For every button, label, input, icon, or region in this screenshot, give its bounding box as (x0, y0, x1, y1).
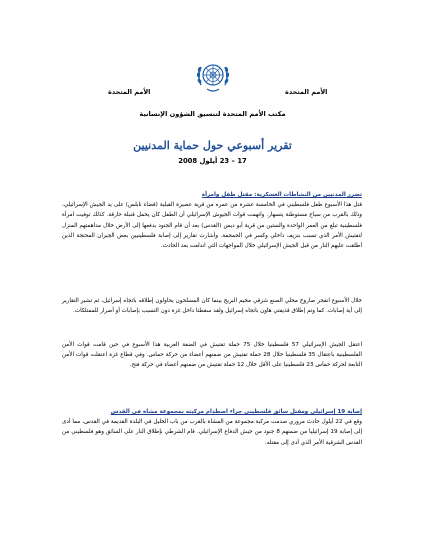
paragraph-2: خلال الأسبوع انفجر صاروخ محلي الصنع شرقي مخيم البريج بينما كان المسلحون يحاولون إطلاقه باتجاه إسرائيل، ثم تشير التقارير إلى أية إصابات. كما وتم إطلاق قذيفتي هاون باتجاه إسرائيل ولقد سقطتا داخل غزة دون التسبب بإصابات أو أضرار للممتلكات. (62, 298, 362, 315)
section-1 (62, 190, 362, 251)
org-name-right: الأمم المتحدة (108, 88, 151, 96)
report-dates: 17 – 23 أيلول 2008 (178, 157, 247, 165)
section-2 (62, 407, 362, 448)
section-1-heading: تضرر المدنيين من النشاطات العسكرية: مقتل طفل وامرأة (201, 192, 362, 198)
report-title: تقرير أسبوعي حول حماية المدنيين (133, 139, 292, 152)
org-name-left: الأمم المتحدة (285, 88, 328, 96)
office-name: مكتب الأمم المتحدة لتنسيق الشؤون الإنسانية (139, 110, 286, 118)
un-emblem-icon (193, 57, 233, 97)
paragraph-3: اعتقل الجيش الإسرائيلي 57 فلسطينيا خلال 75 حملة تفتيش في الضفة الغربية هذا الأسبوع في حين قامت قوات الأمن الفلسطينية باعتقال 35 فلسطينيا خلال 28 حملة تفتيش من ضمنهم أعضاء من حركة حماس. وفي قطاع غزة اعتقلت قوات الأمن التابعة لحركة حماس 23 فلسطينيا على الأقل خلال 12 حملة تفتيش من ضمنهم أعضاء في حركة فتح. (62, 342, 362, 369)
section-2-text: وقع في 22 أيلول حادث مروري صدمت مركبة مجموعة من المشاة بالقرب من باب الخليل في البلدة القديمة في القدس، مما أدى إلى إصابة 19 إسرائيليا من ضمنهم 8 جنود من جيش الدفاع الإسرائيلي. قام الشرطي بإطلاق النار على السائق وهو فلسطيني من القدس الشرقية الأمر الذي أدى إلى مقتله. (62, 419, 362, 446)
section-2-heading: إصابة 19 إسرائيلي ومقتل سائق فلسطيني جراء اصطدام مركبته بمجموعة مشاة في القدس (110, 409, 362, 415)
section-1-text: قتل هذا الأسبوع طفل فلسطيني في الخامسة عشرة من عمره من قرية عصيرة القبلية (قضاء نابلس) على يد الجيش الإسرائيلي، وذلك بالقرب من سياج مستوطنة يتسهار. واتهمت قوات الجيوش الإسرائيلي أن الطفل كان يحمل قنبلة حارقة. كذلك توفيت امرأة فلسطينية تبلغ من العمر الواحدة والستين من قرية أبو ديس (القدس) بعد أن قام الجنود بدفعها إلى الأرض خلال مداهمتهم المنزل لتفتيش الأمر الذي تسبب بنزيف داخلي وكسر في الجمجمة. وأشارت تقارير إلى إصابة فلسطينيين بعض الجيران المحتجة الذين أطلقت عليهم النار من قبل الجيش الإسرائيلي خلال المواجهات التي اندلعت بعد الحادث. (62, 202, 362, 250)
